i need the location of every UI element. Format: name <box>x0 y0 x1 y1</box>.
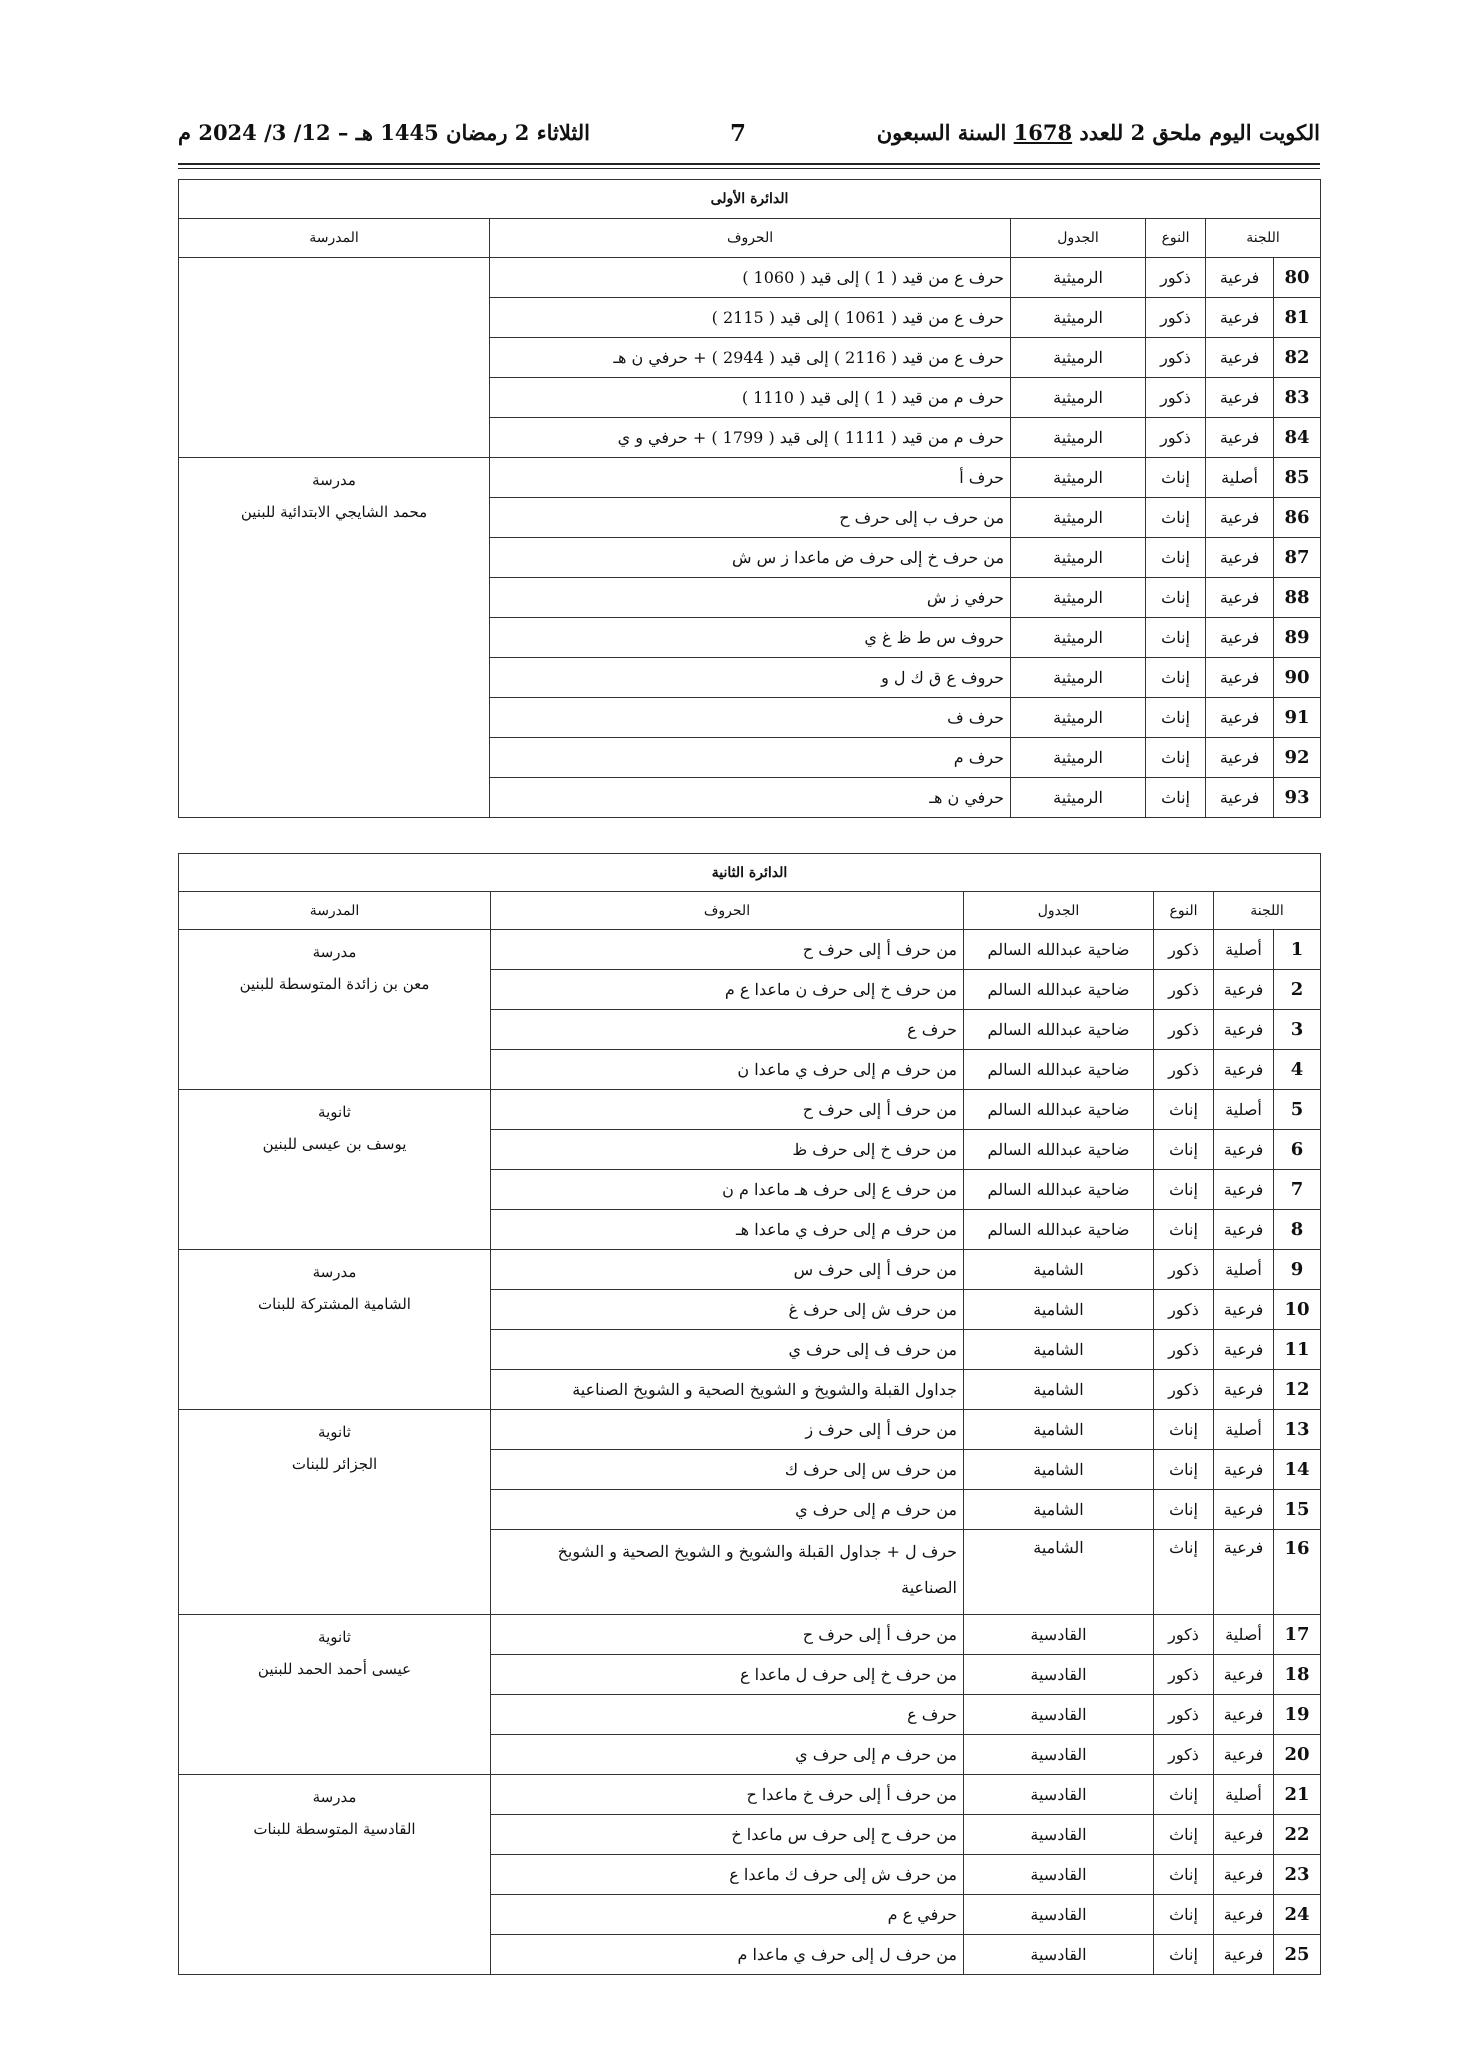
district-two-table <box>178 853 1321 1975</box>
letters-cell: من حرف ل إلى حرف ي ماعدا م <box>491 1935 964 1975</box>
table-cell: القادسية <box>964 1775 1154 1815</box>
row-number: 81 <box>1274 298 1321 338</box>
row-number: 19 <box>1274 1695 1321 1735</box>
type-cell: إناث <box>1154 1130 1214 1170</box>
letters-cell: من حرف م إلى حرف ي ماعدا ن <box>491 1050 964 1090</box>
letters-cell: حرف أ <box>490 458 1011 498</box>
type-cell: إناث <box>1146 738 1206 778</box>
row-number: 4 <box>1274 1050 1321 1090</box>
table-cell: الرميثية <box>1011 698 1146 738</box>
letters-cell: من حرف ف إلى حرف ي <box>491 1330 964 1370</box>
row-number: 6 <box>1274 1130 1321 1170</box>
table-cell: ضاحية عبدالله السالم <box>964 1210 1154 1250</box>
table-cell: الشامية <box>964 1410 1154 1450</box>
letters-cell: من حرف م إلى حرف ي ماعدا هـ <box>491 1210 964 1250</box>
table-cell: الرميثية <box>1011 378 1146 418</box>
table-row <box>179 1775 1321 1815</box>
table-cell: الرميثية <box>1011 338 1146 378</box>
letters-cell: من حرف خ إلى حرف ظ <box>491 1130 964 1170</box>
section-title: الدائرة الأولى <box>179 180 1321 219</box>
committee-cell: فرعية <box>1214 1855 1274 1895</box>
committee-cell: فرعية <box>1214 1290 1274 1330</box>
row-number: 82 <box>1274 338 1321 378</box>
row-number: 85 <box>1274 458 1321 498</box>
page-header <box>178 120 1320 160</box>
letters-cell: حرف ع من قيد ( 1061 ) إلى قيد ( 2115 ) <box>490 298 1011 338</box>
row-number: 90 <box>1274 658 1321 698</box>
type-cell: إناث <box>1146 778 1206 818</box>
committee-cell: أصلية <box>1214 1775 1274 1815</box>
col-header-table: الجدول <box>1011 219 1146 258</box>
type-cell: إناث <box>1154 1410 1214 1450</box>
committee-cell: فرعية <box>1206 618 1274 658</box>
letters-cell: حرف ع <box>491 1010 964 1050</box>
committee-cell: فرعية <box>1206 658 1274 698</box>
committee-cell: فرعية <box>1214 970 1274 1010</box>
table-row <box>179 930 1321 970</box>
column-header-row <box>179 892 1321 930</box>
letters-cell: من حرف خ إلى حرف ل ماعدا ع <box>491 1655 964 1695</box>
issue-number: 1678 <box>1013 120 1073 145</box>
table-cell: الرميثية <box>1011 258 1146 298</box>
committee-cell: فرعية <box>1214 1895 1274 1935</box>
table-cell: الشامية <box>964 1490 1154 1530</box>
table-cell: الرميثية <box>1011 658 1146 698</box>
table-cell: ضاحية عبدالله السالم <box>964 930 1154 970</box>
letters-cell: من حرف أ إلى حرف ح <box>491 1615 964 1655</box>
row-number: 18 <box>1274 1655 1321 1695</box>
row-number: 22 <box>1274 1815 1321 1855</box>
table-cell: القادسية <box>964 1855 1154 1895</box>
row-number: 5 <box>1274 1090 1321 1130</box>
school-name: محمد الشايجي الابتدائية للبنين <box>240 503 428 521</box>
type-cell: إناث <box>1146 658 1206 698</box>
school-type: مدرسة <box>312 943 357 961</box>
type-cell: ذكور <box>1154 1615 1214 1655</box>
committee-cell: فرعية <box>1214 1735 1274 1775</box>
type-cell: ذكور <box>1154 1010 1214 1050</box>
table-cell: القادسية <box>964 1655 1154 1695</box>
committee-cell: فرعية <box>1206 498 1274 538</box>
committee-cell: فرعية <box>1214 1450 1274 1490</box>
col-header-table: الجدول <box>964 892 1154 930</box>
type-cell: إناث <box>1154 1530 1214 1615</box>
type-cell: ذكور <box>1154 1250 1214 1290</box>
letters-cell: حرف ل + جداول القبلة والشويخ و الشويخ الصحية و الشويخ الصناعية <box>491 1530 964 1615</box>
table-cell: الشامية <box>964 1370 1154 1410</box>
table-cell: الشامية <box>964 1290 1154 1330</box>
letters-cell: من حرف أ إلى حرف خ ماعدا ح <box>491 1775 964 1815</box>
letters-cell: من حرف أ إلى حرف ح <box>491 930 964 970</box>
type-cell: إناث <box>1154 1490 1214 1530</box>
committee-cell: فرعية <box>1206 738 1274 778</box>
school-name: يوسف بن عيسى للبنين <box>262 1135 407 1153</box>
committee-cell: أصلية <box>1214 1250 1274 1290</box>
table-cell: ضاحية عبدالله السالم <box>964 1090 1154 1130</box>
table-row <box>179 458 1321 498</box>
table-cell: الشامية <box>964 1530 1154 1615</box>
table-cell: ضاحية عبدالله السالم <box>964 1050 1154 1090</box>
committee-cell: فرعية <box>1206 298 1274 338</box>
table-cell: الرميثية <box>1011 618 1146 658</box>
type-cell: إناث <box>1154 1170 1214 1210</box>
type-cell: ذكور <box>1154 1290 1214 1330</box>
type-cell: إناث <box>1154 1090 1214 1130</box>
committee-cell: أصلية <box>1206 458 1274 498</box>
table-cell: ضاحية عبدالله السالم <box>964 1170 1154 1210</box>
header-rule-thin <box>178 168 1320 169</box>
committee-cell: فرعية <box>1206 258 1274 298</box>
letters-cell: من حرف خ إلى حرف ض ماعدا ز س ش <box>490 538 1011 578</box>
row-number: 92 <box>1274 738 1321 778</box>
letters-cell: من حرف م إلى حرف ي <box>491 1490 964 1530</box>
table-cell: القادسية <box>964 1815 1154 1855</box>
table-row <box>179 1615 1321 1655</box>
col-header-school: المدرسة <box>179 892 491 930</box>
committee-cell: فرعية <box>1214 1330 1274 1370</box>
type-cell: إناث <box>1154 1935 1214 1975</box>
committee-cell: فرعية <box>1214 1370 1274 1410</box>
letters-cell: من حرف أ إلى حرف س <box>491 1250 964 1290</box>
letters-cell: حروف ع ق ك ل و <box>490 658 1011 698</box>
committee-cell: فرعية <box>1214 1695 1274 1735</box>
row-number: 8 <box>1274 1210 1321 1250</box>
table-cell: الرميثية <box>1011 498 1146 538</box>
letters-cell: حرف م <box>490 738 1011 778</box>
publication-info <box>877 120 1320 145</box>
table-cell: القادسية <box>964 1935 1154 1975</box>
committee-cell: فرعية <box>1214 1050 1274 1090</box>
type-cell: إناث <box>1154 1775 1214 1815</box>
school-name: الشامية المشتركة للبنات <box>258 1295 411 1313</box>
table-cell: القادسية <box>964 1735 1154 1775</box>
row-number: 24 <box>1274 1895 1321 1935</box>
col-header-type: النوع <box>1146 219 1206 258</box>
committee-cell: فرعية <box>1206 578 1274 618</box>
type-cell: ذكور <box>1146 378 1206 418</box>
school-type: ثانوية <box>318 1628 351 1646</box>
row-number: 17 <box>1274 1615 1321 1655</box>
type-cell: ذكور <box>1146 298 1206 338</box>
type-cell: إناث <box>1154 1855 1214 1895</box>
committee-cell: فرعية <box>1214 1530 1274 1615</box>
table-row <box>179 1410 1321 1450</box>
type-cell: ذكور <box>1154 1330 1214 1370</box>
school-cell <box>179 1410 491 1615</box>
committee-cell: فرعية <box>1206 338 1274 378</box>
committee-cell: فرعية <box>1206 538 1274 578</box>
letters-cell: من حرف ش إلى حرف غ <box>491 1290 964 1330</box>
school-type: ثانوية <box>318 1103 351 1121</box>
type-cell: إناث <box>1146 498 1206 538</box>
table-cell: القادسية <box>964 1695 1154 1735</box>
publication-name: الكويت اليوم ملحق 2 للعدد <box>1079 120 1320 145</box>
school-cell <box>179 1090 491 1250</box>
table-cell: الشامية <box>964 1250 1154 1290</box>
school-type: مدرسة <box>312 1263 357 1281</box>
type-cell: ذكور <box>1154 1050 1214 1090</box>
committee-cell: فرعية <box>1206 778 1274 818</box>
school-type: ثانوية <box>318 1423 351 1441</box>
type-cell: ذكور <box>1154 1695 1214 1735</box>
letters-cell: حرفي ع م <box>491 1895 964 1935</box>
publication-year: السنة السبعون <box>876 120 1007 145</box>
letters-cell: من حرف ب إلى حرف ح <box>490 498 1011 538</box>
letters-cell: حرف م من قيد ( 1111 ) إلى قيد ( 1799 ) + حرفي و ي <box>490 418 1011 458</box>
row-number: 84 <box>1274 418 1321 458</box>
letters-cell: جداول القبلة والشويخ و الشويخ الصحية و الشويخ الصناعية <box>491 1370 964 1410</box>
row-number: 9 <box>1274 1250 1321 1290</box>
type-cell: ذكور <box>1146 418 1206 458</box>
committee-cell: فرعية <box>1214 1170 1274 1210</box>
letters-cell: من حرف م إلى حرف ي <box>491 1735 964 1775</box>
row-number: 25 <box>1274 1935 1321 1975</box>
type-cell: إناث <box>1154 1450 1214 1490</box>
school-cell <box>179 1615 491 1775</box>
row-number: 13 <box>1274 1410 1321 1450</box>
school-name: معن بن زائدة المتوسطة للبنين <box>239 975 430 993</box>
letters-cell: حرف ع من قيد ( 2116 ) إلى قيد ( 2944 ) + حرفي ن هـ <box>490 338 1011 378</box>
committee-cell: فرعية <box>1214 1010 1274 1050</box>
letters-cell: حرف ع من قيد ( 1 ) إلى قيد ( 1060 ) <box>490 258 1011 298</box>
table-cell: الرميثية <box>1011 578 1146 618</box>
col-header-committee: اللجنة <box>1206 219 1321 258</box>
letters-cell: حرف ف <box>490 698 1011 738</box>
committee-cell: فرعية <box>1214 1210 1274 1250</box>
school-name: عيسى أحمد الحمد للبنين <box>257 1660 412 1678</box>
school-type: مدرسة <box>312 471 356 489</box>
letters-cell: من حرف ح إلى حرف س ماعدا خ <box>491 1815 964 1855</box>
table-cell: ضاحية عبدالله السالم <box>964 1130 1154 1170</box>
committee-cell: فرعية <box>1214 1130 1274 1170</box>
table-row <box>179 258 1321 298</box>
type-cell: إناث <box>1146 698 1206 738</box>
row-number: 80 <box>1274 258 1321 298</box>
committee-cell: فرعية <box>1214 1490 1274 1530</box>
school-type: مدرسة <box>312 1788 357 1806</box>
table-cell: القادسية <box>964 1895 1154 1935</box>
table-cell: الرميثية <box>1011 458 1146 498</box>
letters-cell: حرف ع <box>491 1695 964 1735</box>
letters-cell: من حرف أ إلى حرف ح <box>491 1090 964 1130</box>
letters-cell: حروف س ط ظ غ ي <box>490 618 1011 658</box>
type-cell: ذكور <box>1146 338 1206 378</box>
row-number: 21 <box>1274 1775 1321 1815</box>
type-cell: إناث <box>1146 578 1206 618</box>
committee-cell: أصلية <box>1214 1090 1274 1130</box>
row-number: 83 <box>1274 378 1321 418</box>
row-number: 2 <box>1274 970 1321 1010</box>
type-cell: ذكور <box>1154 930 1214 970</box>
type-cell: إناث <box>1154 1815 1214 1855</box>
school-name: القادسية المتوسطة للبنات <box>253 1820 416 1838</box>
table-cell: الرميثية <box>1011 538 1146 578</box>
type-cell: ذكور <box>1154 970 1214 1010</box>
col-header-letters: الحروف <box>490 219 1011 258</box>
row-number: 89 <box>1274 618 1321 658</box>
letters-cell: من حرف س إلى حرف ك <box>491 1450 964 1490</box>
school-name: الجزائر للبنات <box>291 1455 378 1473</box>
row-number: 12 <box>1274 1370 1321 1410</box>
section-title-row <box>179 180 1321 219</box>
section-title: الدائرة الثانية <box>179 854 1321 892</box>
col-header-letters: الحروف <box>491 892 964 930</box>
row-number: 88 <box>1274 578 1321 618</box>
column-header-row <box>179 219 1321 258</box>
table-cell: ضاحية عبدالله السالم <box>964 1010 1154 1050</box>
type-cell: ذكور <box>1146 258 1206 298</box>
committee-cell: فرعية <box>1206 418 1274 458</box>
table-row <box>179 1090 1321 1130</box>
row-number: 23 <box>1274 1855 1321 1895</box>
issue-date: الثلاثاء 2 رمضان 1445 هـ – 12/ 3/ 2024 م <box>178 120 590 145</box>
row-number: 3 <box>1274 1010 1321 1050</box>
type-cell: إناث <box>1146 618 1206 658</box>
header-rule <box>178 163 1320 165</box>
school-cell <box>179 1775 491 1975</box>
type-cell: إناث <box>1146 458 1206 498</box>
table-cell: الشامية <box>964 1450 1154 1490</box>
committee-cell: فرعية <box>1206 378 1274 418</box>
type-cell: إناث <box>1146 538 1206 578</box>
school-cell <box>179 930 491 1090</box>
row-number: 16 <box>1274 1530 1321 1615</box>
committee-cell: أصلية <box>1214 1615 1274 1655</box>
col-header-school: المدرسة <box>179 219 490 258</box>
type-cell: إناث <box>1154 1210 1214 1250</box>
school-cell <box>179 258 490 458</box>
letters-cell: حرف م من قيد ( 1 ) إلى قيد ( 1110 ) <box>490 378 1011 418</box>
committee-cell: فرعية <box>1206 698 1274 738</box>
table-cell: الشامية <box>964 1330 1154 1370</box>
row-number: 20 <box>1274 1735 1321 1775</box>
type-cell: ذكور <box>1154 1370 1214 1410</box>
table-row <box>179 1250 1321 1290</box>
page-number: 7 <box>729 120 746 147</box>
table-cell: ضاحية عبدالله السالم <box>964 970 1154 1010</box>
row-number: 91 <box>1274 698 1321 738</box>
row-number: 14 <box>1274 1450 1321 1490</box>
committee-cell: فرعية <box>1214 1935 1274 1975</box>
row-number: 87 <box>1274 538 1321 578</box>
col-header-type: النوع <box>1154 892 1214 930</box>
committee-cell: أصلية <box>1214 1410 1274 1450</box>
row-number: 93 <box>1274 778 1321 818</box>
row-number: 11 <box>1274 1330 1321 1370</box>
type-cell: ذكور <box>1154 1735 1214 1775</box>
table-cell: القادسية <box>964 1615 1154 1655</box>
district-one-table <box>178 179 1321 818</box>
section-title-row <box>179 854 1321 892</box>
col-header-committee: اللجنة <box>1214 892 1321 930</box>
school-cell <box>179 1250 491 1410</box>
row-number: 86 <box>1274 498 1321 538</box>
letters-cell: من حرف خ إلى حرف ن ماعدا ع م <box>491 970 964 1010</box>
letters-cell: حرفي ز ش <box>490 578 1011 618</box>
row-number: 7 <box>1274 1170 1321 1210</box>
type-cell: إناث <box>1154 1895 1214 1935</box>
committee-cell: فرعية <box>1214 1655 1274 1695</box>
table-cell: الرميثية <box>1011 738 1146 778</box>
row-number: 1 <box>1274 930 1321 970</box>
letters-cell: حرفي ن هـ <box>490 778 1011 818</box>
row-number: 15 <box>1274 1490 1321 1530</box>
committee-cell: أصلية <box>1214 930 1274 970</box>
school-cell <box>179 458 490 818</box>
letters-cell: من حرف ش إلى حرف ك ماعدا ع <box>491 1855 964 1895</box>
table-cell: الرميثية <box>1011 778 1146 818</box>
row-number: 10 <box>1274 1290 1321 1330</box>
table-cell: الرميثية <box>1011 298 1146 338</box>
letters-cell: من حرف ع إلى حرف هـ ماعدا م ن <box>491 1170 964 1210</box>
type-cell: ذكور <box>1154 1655 1214 1695</box>
committee-cell: فرعية <box>1214 1815 1274 1855</box>
letters-cell: من حرف أ إلى حرف ز <box>491 1410 964 1450</box>
table-cell: الرميثية <box>1011 418 1146 458</box>
